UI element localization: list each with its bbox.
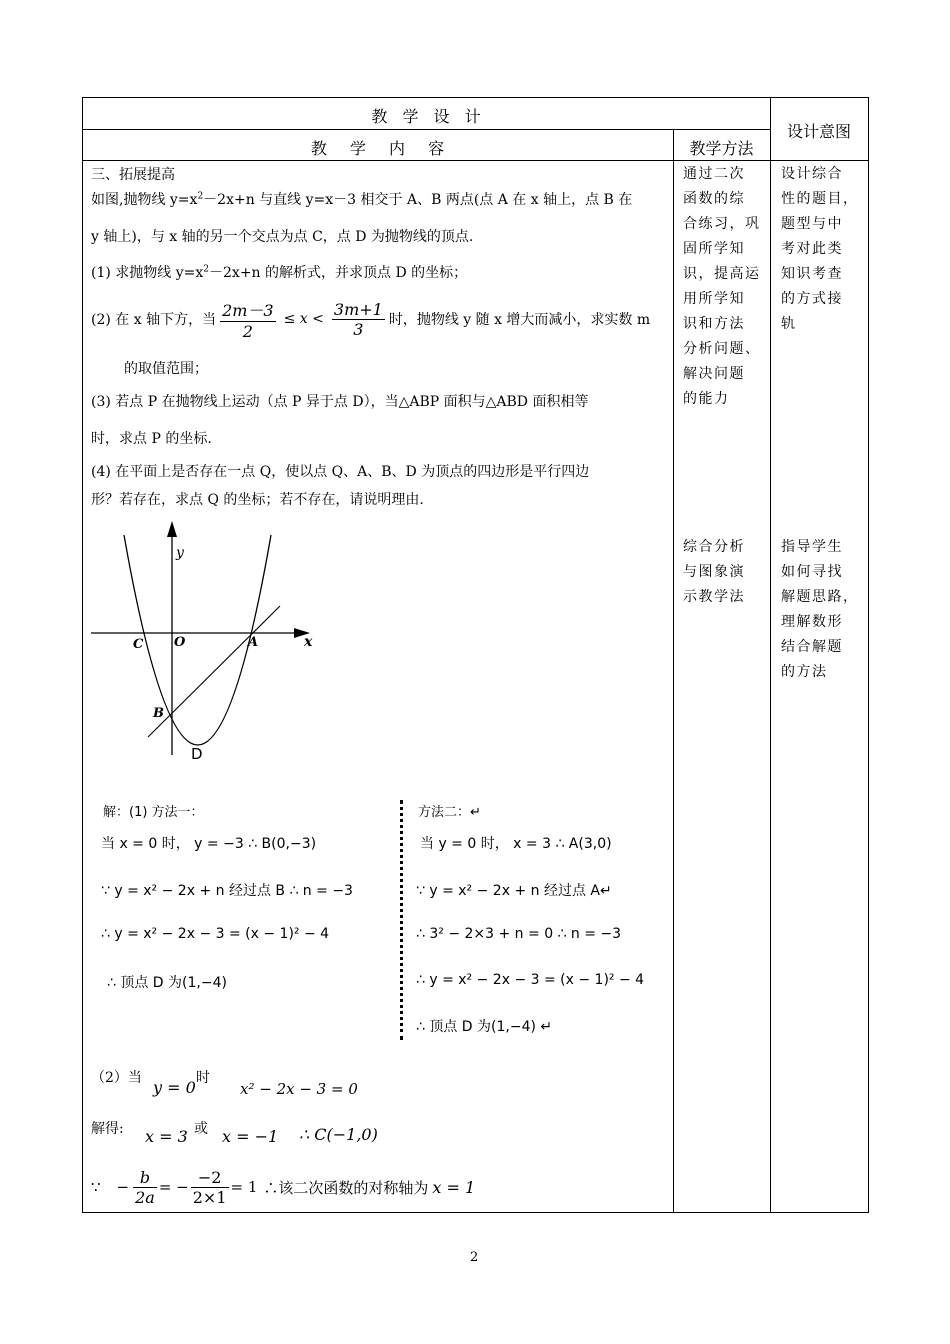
question-1: (1) 求抛物线 $y=x^2-2x+n$ 的解析式，并求顶点 D 的坐标； <box>91 264 468 281</box>
axis-value: x = 1 <box>432 1177 476 1197</box>
question-3-line1: (3) 若点 P 在抛物线上运动（点 P 异于点 D），当△ABP 面积与△ABD 面积相等 <box>91 394 589 410</box>
part2-x1: x = 3 <box>145 1127 188 1146</box>
q2-suffix: 时，抛物线 y 随 x 增大而减小，求实数 m <box>388 312 651 328</box>
q2-prefix: (2) 在 x 轴下方，当 <box>91 312 217 328</box>
intro-part-a: 如图,抛物线 y=x <box>91 192 198 208</box>
table-border-left <box>82 97 83 1213</box>
intent-line: 的方法 <box>781 664 828 680</box>
solution-right-line-5: ∴ 顶点 D 为(1,−4) ↵ <box>416 1019 553 1035</box>
label-d: D <box>191 745 203 763</box>
header-teaching-design: 教 学 设 计 <box>371 107 481 126</box>
solution-dashed-divider <box>400 800 403 1040</box>
method-line: 与图象演 <box>683 564 745 580</box>
label-x: x <box>304 634 313 650</box>
table-border-bottom <box>82 1212 869 1213</box>
header-teaching-content: 教 学 内 容 <box>310 139 445 158</box>
part2-huo: 或 <box>194 1121 208 1137</box>
part2-y-eq: y = 0 <box>153 1078 196 1097</box>
label-y: y <box>176 545 184 561</box>
header-teaching-method: 教学方法 <box>689 139 754 158</box>
solution-right-line-3: ∴ 3² − 2×3 + n = 0 ∴ n = −3 <box>416 926 622 942</box>
question-3-line2: 时，求点 P 的坐标. <box>91 431 212 447</box>
method-block-1 <box>683 162 763 412</box>
label-c: C <box>133 637 144 652</box>
solution-right-title: 方法二：↵ <box>418 805 481 820</box>
method-line: 识，提高运 <box>683 266 761 282</box>
row-divider-1 <box>82 129 770 130</box>
intent-line: 性的题目， <box>781 191 859 207</box>
intent-block-2 <box>781 535 861 685</box>
page-number: 2 <box>470 1250 479 1265</box>
solution-left-line-2: ∵ y = x² − 2x + n 经过点 B ∴ n = −3 <box>101 883 353 899</box>
section-title: 三、拓展提高 <box>91 167 175 183</box>
method-line: 通过二次 <box>683 166 745 182</box>
frac-c-den: 2×1 <box>192 1187 227 1207</box>
part2-x2: x = −1 <box>222 1127 279 1146</box>
problem-intro-line1: 如图,抛物线 $y=x^2-2x+n$ 与直线 y=x－3 相交于 A、B 两点(点 A 在 x 轴上，点 B 在 <box>91 191 633 208</box>
method-line: 示教学法 <box>683 589 745 605</box>
part2-shi: 时 <box>196 1070 210 1086</box>
intro-part-b: －2x+n 与直线 y=x－3 相交于 A、B 两点(点 A 在 x 轴上，点 B 在 <box>203 192 633 208</box>
q1-part-b: －2x+n 的解析式，并求顶点 D 的坐标； <box>209 265 468 281</box>
intent-line: 设计综合 <box>781 166 843 182</box>
part2-symmetry-line <box>91 1162 475 1212</box>
axis-text: ∴该二次函数的对称轴为 <box>263 1178 429 1197</box>
header-design-intent: 设计意图 <box>786 122 851 141</box>
neg-sign: − <box>116 1178 130 1196</box>
solution-left-line-3: ∴ y = x² − 2x − 3 = (x − 1)² − 4 <box>101 926 330 942</box>
frac-b-num: b <box>133 1168 157 1188</box>
intent-line: 指导学生 <box>781 539 843 555</box>
method-line: 固所学知 <box>683 241 745 257</box>
intent-block-1 <box>781 162 861 337</box>
method-line: 的能力 <box>683 391 730 407</box>
table-border-right <box>868 97 869 1213</box>
intent-line: 解题思路， <box>781 589 859 605</box>
intent-line: 结合解题 <box>781 639 843 655</box>
part2-when: （2）当 <box>91 1070 142 1086</box>
label-a: A <box>248 635 259 650</box>
q1-part-a: (1) 求抛物线 y=x <box>91 265 204 281</box>
q2-fraction-1 <box>220 298 276 341</box>
label-b: B <box>153 706 164 721</box>
intent-line: 考对此类 <box>781 241 843 257</box>
frac-b-den: 2a <box>135 1187 155 1207</box>
line-ab <box>148 606 280 737</box>
question-4-line1: (4) 在平面上是否存在一点 Q，使以点 Q、A、B、D 为顶点的四边形是平行四边 <box>91 464 590 480</box>
because-symbol: ∵ <box>91 1178 101 1196</box>
intent-line: 如何寻找 <box>781 564 843 580</box>
method-line: 分析问题、 <box>683 341 761 357</box>
table-border-top <box>82 97 869 98</box>
solution-left-title: 解：(1) 方法一： <box>103 805 204 820</box>
row-divider-2 <box>82 160 869 161</box>
q2-frac1-num: 2m－3 <box>220 298 276 322</box>
method-block-2 <box>683 535 763 610</box>
intent-line: 轨 <box>781 316 797 332</box>
method-line: 函数的综 <box>683 191 745 207</box>
q2-fraction-2 <box>332 300 385 339</box>
parabola-graph <box>88 515 328 770</box>
label-o: O <box>174 635 186 650</box>
method-line: 解决问题 <box>683 366 745 382</box>
question-2-line1 <box>91 294 650 344</box>
solution-right-line-2: ∵ y = x² − 2x + n 经过点 A↵ <box>416 883 612 899</box>
part2-equation: x² − 2x − 3 = 0 <box>240 1080 358 1098</box>
q2-frac1-den: 2 <box>242 321 253 341</box>
method-line: 综合分析 <box>683 539 745 555</box>
intent-line: 知识考查 <box>781 266 843 282</box>
intent-line: 理解数形 <box>781 614 843 630</box>
problem-intro-line2: y 轴上)，与 x 轴的另一个交点为点 C，点 D 为抛物线的顶点. <box>91 229 474 245</box>
solution-right-line-4: ∴ y = x² − 2x − 3 = (x − 1)² − 4 <box>416 972 645 988</box>
intent-line: 题型与中 <box>781 216 843 232</box>
q2-frac2-den: 3 <box>353 319 364 339</box>
eq-neg: = − <box>158 1178 189 1196</box>
method-line: 合练习，巩 <box>683 216 761 232</box>
intent-line: 的方式接 <box>781 291 843 307</box>
col-divider-method <box>673 129 674 1213</box>
q2-frac2-num: 3m+1 <box>333 299 383 319</box>
solution-right-line-1: 当 y = 0 时， x = 3 ∴ A(3,0) <box>420 836 612 852</box>
frac-neg2-2x1 <box>191 1168 229 1207</box>
eq-one: = 1 <box>230 1178 258 1196</box>
frac-c-num: −2 <box>191 1168 229 1188</box>
solution-left-line-4: ∴ 顶点 D 为(1,−4) <box>107 975 227 991</box>
method-line: 识和方法 <box>683 316 745 332</box>
y-axis-arrow <box>167 521 177 537</box>
q2-inequality: ≤ x < <box>283 311 324 327</box>
frac-b-2a <box>133 1168 157 1207</box>
part2-c-point: ∴ C(−1,0) <box>299 1125 378 1144</box>
method-line: 用所学知 <box>683 291 745 307</box>
col-divider-intent <box>770 97 771 1213</box>
solution-left-line-1: 当 x = 0 时， y = −3 ∴ B(0,−3) <box>101 836 317 852</box>
question-4-line2: 形？若存在，求点 Q 的坐标；若不存在，请说明理由. <box>91 492 424 508</box>
question-2-line2: 的取值范围； <box>124 361 208 377</box>
part2-jiede: 解得: <box>91 1121 124 1137</box>
